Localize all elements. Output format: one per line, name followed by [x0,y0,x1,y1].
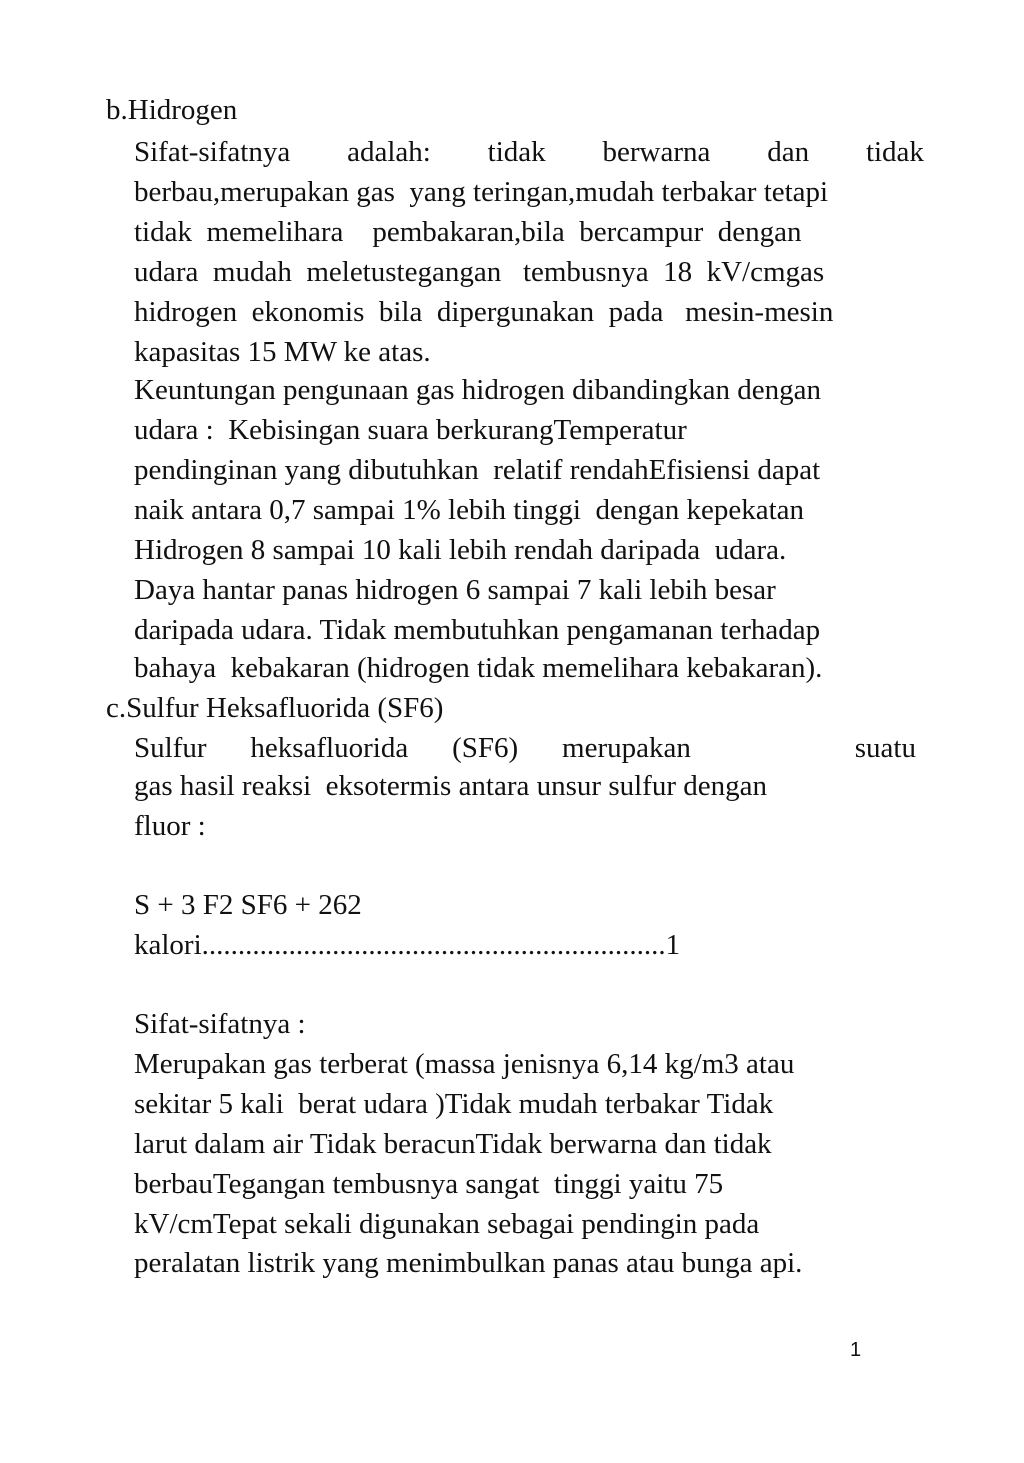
word: adalah: [347,136,431,168]
properties-line: kV/cmTepat sekali digunakan sebagai pendingin pada [134,1208,760,1240]
properties-line: larut dalam air Tidak beracunTidak berwarna dan tidak [134,1128,772,1160]
word: suatu [854,732,916,764]
section-b-para1-line: kapasitas 15 MW ke atas. [134,336,431,368]
section-b-para1-line: tidak memelihara pembakaran,bila bercampur dengan [134,216,802,248]
word: berwarna [602,136,711,168]
section-b-para2-line: pendinginan yang dibutuhkan relatif rendahEfisiensi dapat [134,454,821,486]
equation-continuation: kalori................................................................1 [134,929,681,961]
word: heksafluorida [250,732,409,764]
word: Sifat-sifatnya [134,136,291,168]
word: merupakan [562,732,691,764]
section-b-para2-line: bahaya kebakaran (hidrogen tidak memelihara kebakaran). [134,652,823,684]
word: tidak [865,136,924,168]
section-b-heading: b.Hidrogen [106,94,238,126]
word: Sulfur [134,732,207,764]
section-c-intro-line1 [134,728,916,768]
section-c-intro-line: fluor : [134,810,206,842]
properties-line: peralatan listrik yang menimbulkan panas atau bunga api. [134,1247,803,1279]
section-b-para1-line: udara mudah meletustegangan tembusnya 18 kV/cmgas [134,256,825,288]
section-b-para2-line: naik antara 0,7 sampai 1% lebih tinggi dengan kepekatan [134,494,805,526]
section-b-para2-line: Hidrogen 8 sampai 10 kali lebih rendah daripada udara. [134,534,787,566]
section-b-para1-line: berbau,merupakan gas yang teringan,mudah terbakar tetapi [134,176,829,208]
section-b-para1-line: hidrogen ekonomis bila dipergunakan pada mesin-mesin [134,296,834,328]
word: dan [767,136,810,168]
section-c-intro-line: gas hasil reaksi eksotermis antara unsur sulfur dengan [134,770,767,802]
page-number: 1 [850,1339,862,1361]
section-b-para2-line: udara : Kebisingan suara berkurangTemperatur [134,414,687,446]
section-b-para2-line: Daya hantar panas hidrogen 6 sampai 7 kali lebih besar [134,574,776,606]
section-b-para1-line1 [134,132,924,172]
properties-line: berbauTegangan tembusnya sangat tinggi yaitu 75 [134,1168,724,1200]
section-b-para2-line: daripada udara. Tidak membutuhkan pengamanan terhadap [134,614,821,646]
properties-line: Merupakan gas terberat (massa jenisnya 6,14 kg/m3 atau [134,1048,795,1080]
word: tidak [487,136,546,168]
section-b-para2-line: Keuntungan pengunaan gas hidrogen dibandingkan dengan [134,374,821,406]
properties-heading: Sifat-sifatnya : [134,1008,306,1040]
chemical-equation: S + 3 F2 SF6 + 262 [134,889,362,921]
word: (SF6) [452,732,519,764]
properties-line: sekitar 5 kali berat udara )Tidak mudah terbakar Tidak [134,1088,774,1120]
section-c-heading: c.Sulfur Heksafluorida (SF6) [106,692,444,724]
